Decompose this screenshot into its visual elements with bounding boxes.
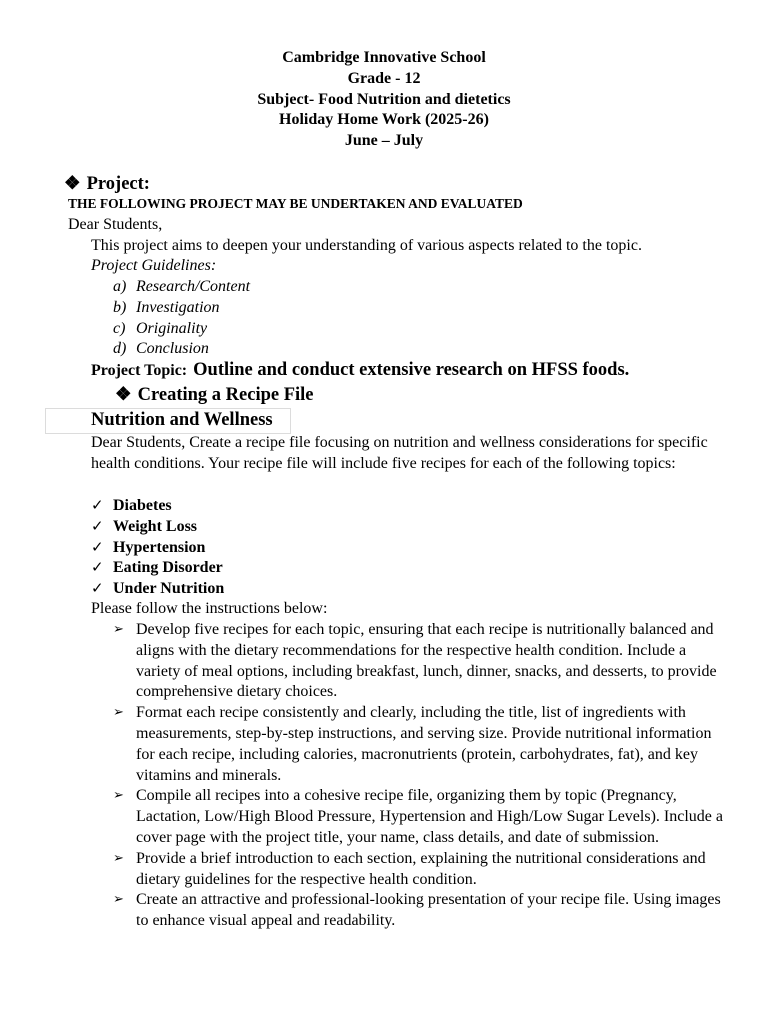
list-marker: c) (113, 319, 126, 337)
instruction-text: Format each recipe consistently and clearly, including the title, list of ingredients with measurements, step-by-step instructions, and serving size. Provide nutritional information for each recipe, including calories, macronutrients (protein, carbohydrates, fat), and key vitamins and minerals. (136, 704, 712, 784)
arrow-bullet-icon: ➢ (113, 705, 124, 721)
school-name: Cambridge Innovative School (282, 49, 486, 66)
list-item-text: Research/Content (136, 278, 251, 295)
project-topic-value: Outline and conduct extensive research on HFSS foods. (193, 360, 630, 380)
instructions-intro: Please follow the instructions below: (91, 600, 328, 617)
list-item (113, 319, 250, 340)
checkmark-icon: ✓ (91, 558, 104, 577)
diamond-bullet-icon: ❖ (64, 174, 81, 194)
assignment-title: Holiday Home Work (2025-26) (279, 111, 489, 129)
project-aims: This project aims to deepen your understanding of various aspects related to the topic. (91, 237, 642, 254)
project-notice: THE FOLLOWING PROJECT MAY BE UNDERTAKEN AND EVALUATED (68, 196, 523, 211)
recipe-file-heading (115, 384, 314, 406)
salutation: Dear Students, (68, 216, 163, 233)
list-item (91, 557, 224, 578)
list-item-text: Investigation (136, 298, 220, 316)
guidelines-list (113, 277, 250, 360)
checkmark-icon: ✓ (91, 516, 104, 535)
period: June – July (344, 132, 424, 150)
list-item (113, 339, 250, 360)
list-item-text: Originality (136, 319, 208, 337)
instruction-text: Compile all recipes into a cohesive recipe file, organizing them by topic (Pregnancy, Lactation, Low/High Blood Pressure, Hypertension and High/Low Sugar Levels). Include a cover page with the project title, your name, class details, and date of submission. (136, 787, 723, 846)
nutrition-wellness-heading: Nutrition and Wellness (91, 410, 273, 430)
checkmark-icon: ✓ (91, 579, 104, 598)
instruction-text: Create an attractive and professional-looking presentation of your recipe file. Using images to enhance visual appeal and readability. (136, 891, 721, 930)
guidelines-title: Project Guidelines: (91, 257, 217, 274)
topic-label: Hypertension (113, 538, 206, 556)
document-header (0, 48, 768, 152)
project-topic (91, 360, 629, 382)
list-item (113, 849, 723, 891)
arrow-bullet-icon: ➢ (113, 892, 124, 908)
list-item (91, 578, 224, 599)
list-item (113, 703, 723, 786)
recipe-intro: Dear Students, Create a recipe file focusing on nutrition and wellness considerations for specific health conditions. Your recipe file will include five recipes for each of the following topics: (91, 434, 708, 472)
instruction-text: Develop five recipes for each topic, ensuring that each recipe is nutritionally balanced and aligns with the dietary recommendations for the respective health condition. Include a variety of meal options, including breakfast, lunch, dinner, snacks, and desserts, to provide comprehensive dietary choices. (136, 621, 717, 701)
topic-label: Weight Loss (113, 517, 198, 535)
grade: Grade - 12 (347, 69, 421, 87)
topic-label: Diabetes (113, 497, 172, 514)
list-item (113, 620, 723, 703)
list-marker: b) (113, 298, 127, 316)
checkmark-icon: ✓ (91, 537, 104, 556)
instructions-list (113, 620, 723, 932)
project-heading-text: Project: (86, 174, 150, 194)
topics-list (91, 495, 224, 599)
topic-label: Under Nutrition (113, 580, 225, 598)
arrow-bullet-icon: ➢ (113, 788, 124, 804)
subject: Subject- Food Nutrition and dietetics (257, 90, 511, 108)
list-item (91, 516, 224, 537)
arrow-bullet-icon: ➢ (113, 850, 124, 866)
list-marker: a) (113, 278, 127, 295)
project-topic-label: Project Topic: (91, 362, 188, 379)
checkmark-icon: ✓ (91, 496, 104, 514)
project-heading (64, 173, 150, 195)
list-item (91, 537, 224, 558)
arrow-bullet-icon: ➢ (113, 622, 124, 637)
instruction-text: Provide a brief introduction to each section, explaining the nutritional considerations and dietary guidelines for the respective health condition. (136, 849, 706, 888)
list-item (113, 277, 250, 298)
list-marker: d) (113, 340, 127, 358)
recipe-file-heading-text: Creating a Recipe File (137, 385, 314, 405)
diamond-bullet-icon: ❖ (115, 385, 132, 405)
list-item (91, 495, 224, 516)
list-item (113, 786, 723, 848)
list-item-text: Conclusion (136, 340, 209, 358)
list-item (113, 890, 723, 932)
list-item (113, 298, 250, 319)
topic-label: Eating Disorder (113, 559, 223, 577)
